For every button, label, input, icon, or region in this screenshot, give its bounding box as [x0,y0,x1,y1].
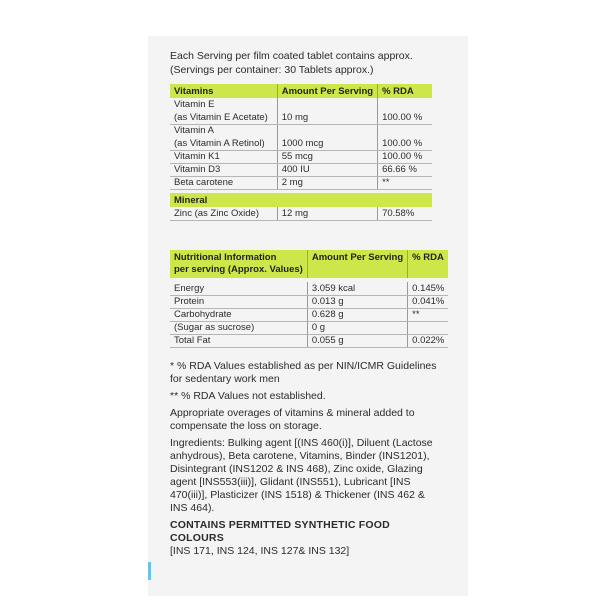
colours-ins-list: [INS 171, INS 124, INS 127& INS 132] [170,545,350,557]
nutrient-rda: 70.58% [378,207,432,220]
table-row [170,334,448,347]
ingredients-text: Ingredients: Bulking agent [(INS 460(i)], Diluent (Lactose anhydrous), Beta carotene, Vitamins, Binder (INS1201), Disintegrant (INS1202 & INS 468), Zinc oxide, Glazing agent [INS553(iii)], Glidant (INS551), Lubricant [INS 470(iii)], Plasticizer (INS 1518) & Thickener (INS 462 & INS 464). [170,437,433,514]
nutrient-amount: 3.059 kcal [307,282,407,295]
nutrient-amount: 0.055 g [307,334,407,347]
table-row [170,308,448,321]
nutrient-amount [277,124,377,137]
nutrient-rda: 100.00 % [378,111,432,124]
mineral-header-row [170,193,432,207]
rda-note-1: * % RDA Values established as per NIN/ICMR Guidelines for sedentary work men [170,360,437,385]
amount-header: Amount Per Serving [277,84,377,98]
nutrition-header-row [170,250,448,278]
table-row [170,137,432,150]
nutrient-rda [378,124,432,137]
table-row [170,207,432,220]
vitamins-table [170,84,432,221]
table-row [170,163,432,176]
amount-header: Amount Per Serving [307,250,407,278]
rda-header: % RDA [408,250,449,278]
nutrient-name: Protein [170,295,307,308]
nutrient-rda: 0.145% [408,282,449,295]
nutrient-amount: 2 mg [277,176,377,189]
nutrient-name: Total Fat [170,334,307,347]
vitamins-header: Vitamins [170,84,277,98]
colours-statement: CONTAINS PERMITTED SYNTHETIC FOOD COLOURS [170,519,390,544]
nutrient-amount: 0 g [307,321,407,334]
nutrient-name: Zinc (as Zinc Oxide) [170,207,277,220]
table-row [170,150,432,163]
table-row [170,321,448,334]
overages-note: Appropriate overages of vitamins & mineral added to compensate the loss on storage. [170,407,415,432]
table-row [170,282,448,295]
nutrient-name: (as Vitamin A Retinol) [170,137,277,150]
nutrient-amount: 0.013 g [307,295,407,308]
nutrient-name: Vitamin K1 [170,150,277,163]
nutrient-name: Vitamin A [174,125,214,137]
nutrient-amount: 1000 mcg [277,137,377,150]
nutrient-rda: 66.66 % [378,163,432,176]
edge-mark [148,562,151,580]
nutrient-rda: ** [378,176,432,189]
nutrition-header [170,250,307,278]
vitamins-header-row [170,84,432,98]
nutrient-rda: 100.00 % [378,137,432,150]
table-row [170,176,432,189]
table-row [170,111,432,124]
label-notes [170,360,440,558]
nutrient-name: Carbohydrate [170,308,307,321]
nutrient-name: (as Vitamin E Acetate) [170,111,277,124]
nutrient-name: Vitamin E [174,99,215,110]
nutrient-rda: 0.041% [408,295,449,308]
nutrient-amount: 12 mg [277,207,377,220]
serving-intro-line1: Each Serving per film coated tablet contains approx. [170,50,413,62]
nutrient-amount [277,98,377,111]
nutrient-amount: 400 IU [277,163,377,176]
nutrient-name: (Sugar as sucrose) [170,321,307,334]
nutrient-rda [378,98,432,111]
serving-intro-line2: (Servings per container: 30 Tablets approx.) [170,64,374,76]
nutrition-header-line2: per serving (Approx. Values) [174,264,303,275]
nutrient-name: Energy [170,282,307,295]
nutrient-rda: 0.022% [408,334,449,347]
nutrient-amount: 0.628 g [307,308,407,321]
table-row [170,98,432,111]
table-row [170,124,432,137]
nutrient-name: Beta carotene [170,176,277,189]
nutrient-rda [408,321,449,334]
nutrient-name: Vitamin D3 [170,163,277,176]
rda-note-2: ** % RDA Values not established. [170,390,326,402]
rda-header: % RDA [378,84,432,98]
nutrition-table [170,250,448,348]
table-row [170,295,448,308]
nutrient-rda: 100.00 % [378,150,432,163]
nutrition-header-line1: Nutritional Information [174,252,277,263]
nutrient-amount: 55 mcg [277,150,377,163]
serving-intro [170,49,460,77]
nutrient-rda: ** [408,308,449,321]
nutrient-amount: 10 mg [277,111,377,124]
mineral-header: Mineral [170,193,277,207]
